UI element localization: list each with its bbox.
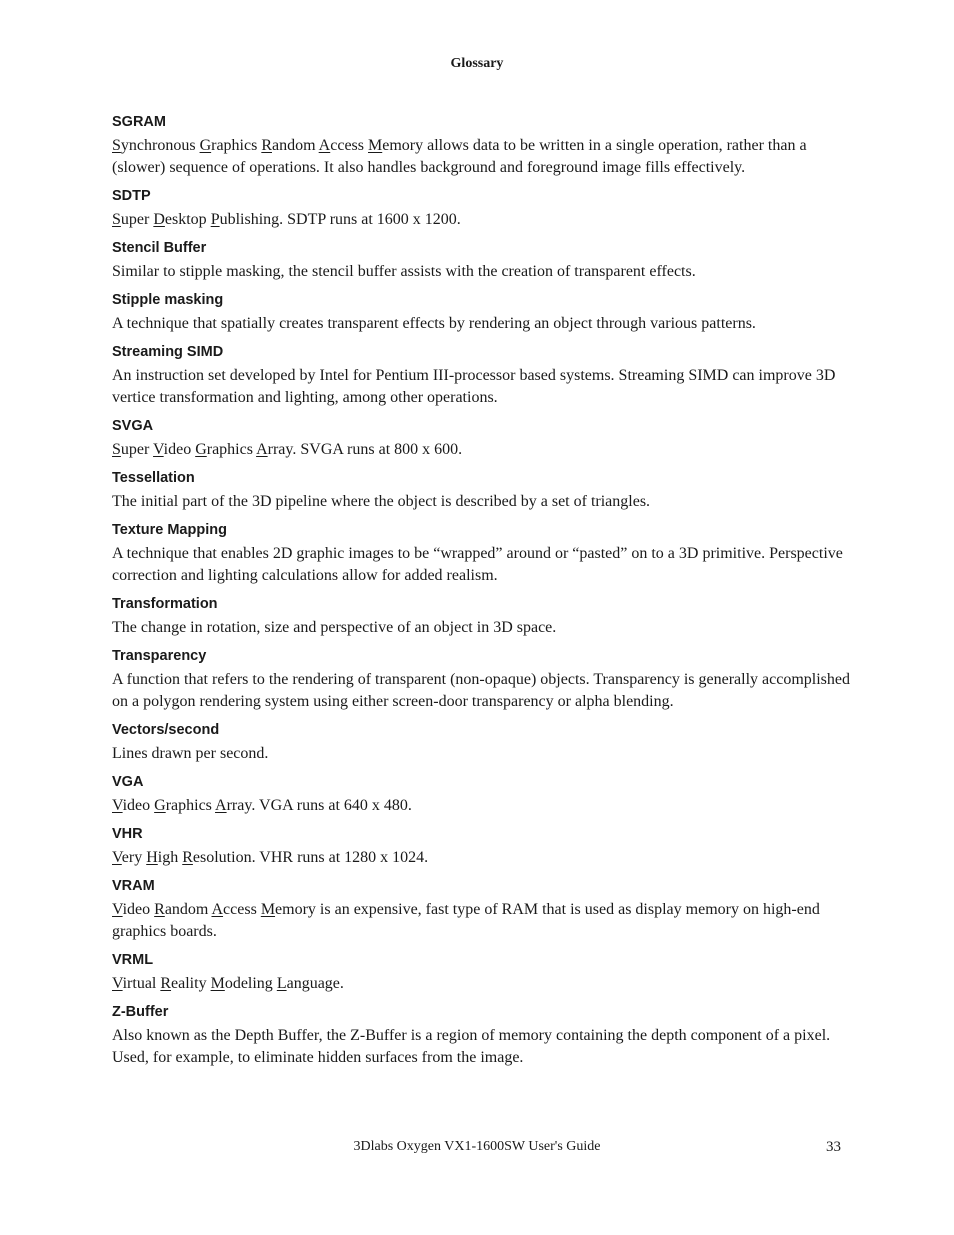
definition-text: The initial part of the 3D pipeline where the object is described by a set of triangles. xyxy=(112,493,651,510)
definition-text: ccess xyxy=(330,137,368,154)
glossary-term: Vectors/second xyxy=(112,722,220,738)
acronym-letter: H xyxy=(146,849,158,866)
footer-guide-title: 3Dlabs Oxygen VX1-1600SW User's Guide xyxy=(353,1139,601,1154)
glossary-entry xyxy=(112,770,852,817)
glossary-term: Transformation xyxy=(112,596,218,612)
glossary-definition xyxy=(112,543,852,587)
glossary-entry xyxy=(112,466,852,513)
definition-text: A function that refers to the rendering of transparent (non-opaque) objects. Transparency is generally accomplished on a polygon rendering system using either screen-door transparency or alpha blending. xyxy=(112,671,850,710)
definition-text: raphics xyxy=(211,137,262,154)
glossary-term: SDTP xyxy=(112,188,151,204)
glossary-definition xyxy=(112,847,852,869)
acronym-letter: A xyxy=(318,137,331,154)
glossary-term: Transparency xyxy=(112,648,207,664)
acronym-letter: V xyxy=(112,901,123,918)
glossary-entry xyxy=(112,1000,852,1069)
glossary-definition xyxy=(112,135,852,179)
definition-text: A technique that enables 2D graphic images to be “wrapped” around or “pasted” on to a 3D primitive. Perspective correction and lighting calculations allow for added realism. xyxy=(112,545,843,584)
glossary-definition xyxy=(112,617,852,639)
acronym-letter: R xyxy=(261,137,272,154)
definition-text: The change in rotation, size and perspective of an object in 3D space. xyxy=(112,619,557,636)
glossary-term: Stencil Buffer xyxy=(112,240,207,256)
glossary-definition xyxy=(112,209,852,231)
definition-text: Similar to stipple masking, the stencil buffer assists with the creation of transparent effects. xyxy=(112,263,696,280)
definition-text: rray. SVGA runs at 800 x 600. xyxy=(267,441,463,458)
glossary-definition xyxy=(112,1025,852,1069)
definition-text: emory allows data to be written in a single operation, rather than a (slower) sequence of operations. It also handles background and foreground image fills effectively. xyxy=(112,137,807,176)
acronym-letter: S xyxy=(112,211,121,228)
glossary-entry xyxy=(112,518,852,587)
glossary-definition xyxy=(112,365,852,409)
definition-text: ideo xyxy=(163,441,196,458)
acronym-letter: G xyxy=(195,441,207,458)
glossary-entry xyxy=(112,288,852,335)
acronym-letter: R xyxy=(182,849,193,866)
page-header: Glossary xyxy=(450,56,504,71)
acronym-letter: M xyxy=(260,901,276,918)
glossary-entry xyxy=(112,592,852,639)
acronym-letter: R xyxy=(154,901,165,918)
definition-text: ideo xyxy=(122,797,155,814)
acronym-letter: V xyxy=(112,975,123,992)
definition-text: raphics xyxy=(165,797,216,814)
glossary-definition xyxy=(112,795,852,817)
definition-text: igh xyxy=(157,849,183,866)
glossary-entry xyxy=(112,414,852,461)
glossary-term: Texture Mapping xyxy=(112,522,227,538)
definition-text: esolution. VHR runs at 1280 x 1024. xyxy=(192,849,429,866)
acronym-letter: G xyxy=(154,797,166,814)
definition-text: An instruction set developed by Intel for Pentium III-processor based systems. Streaming SIMD can improve 3D vertice transformation and lighting, among other operations. xyxy=(112,367,836,406)
glossary-term: VHR xyxy=(112,826,143,842)
glossary-definition xyxy=(112,491,852,513)
acronym-letter: A xyxy=(215,797,227,814)
glossary-term: VRML xyxy=(112,952,154,968)
acronym-letter: M xyxy=(368,137,383,154)
glossary-entry xyxy=(112,184,852,231)
glossary-term: VGA xyxy=(112,774,144,790)
acronym-letter: V xyxy=(112,797,123,814)
glossary-entry xyxy=(112,718,852,765)
definition-text: uper xyxy=(120,441,154,458)
glossary-definition xyxy=(112,261,852,283)
acronym-letter: R xyxy=(160,975,172,992)
definition-text: rray. VGA runs at 640 x 480. xyxy=(226,797,412,814)
definition-text: anguage. xyxy=(286,975,344,992)
glossary-list xyxy=(112,110,852,1074)
glossary-entry xyxy=(112,948,852,995)
acronym-letter: A xyxy=(211,901,224,918)
acronym-letter: S xyxy=(112,137,121,154)
acronym-letter: G xyxy=(199,137,212,154)
acronym-letter: V xyxy=(153,441,164,458)
definition-text: esktop xyxy=(164,211,211,228)
definition-text: A technique that spatially creates transparent effects by rendering an object through various patterns. xyxy=(112,315,756,332)
glossary-term: Streaming SIMD xyxy=(112,344,224,360)
glossary-term: Tessellation xyxy=(112,470,195,486)
acronym-letter: D xyxy=(153,211,165,228)
glossary-entry xyxy=(112,874,852,943)
glossary-entry xyxy=(112,236,852,283)
definition-text: ideo xyxy=(122,901,155,918)
glossary-definition xyxy=(112,973,852,995)
definition-text: odeling xyxy=(224,975,277,992)
acronym-letter: L xyxy=(276,975,287,992)
glossary-term: SGRAM xyxy=(112,114,166,130)
definition-text: uper xyxy=(120,211,154,228)
glossary-entry xyxy=(112,644,852,713)
definition-text: emory is an expensive, fast type of RAM that is used as display memory on high-end graphics boards. xyxy=(112,901,820,940)
glossary-definition xyxy=(112,669,852,713)
glossary-definition xyxy=(112,899,852,943)
definition-text: andom xyxy=(272,137,319,154)
glossary-term: VRAM xyxy=(112,878,155,894)
definition-text: ublishing. SDTP runs at 1600 x 1200. xyxy=(219,211,461,228)
acronym-letter: M xyxy=(210,975,225,992)
definition-text: andom xyxy=(164,901,212,918)
definition-text: raphics xyxy=(206,441,257,458)
definition-text: ynchronous xyxy=(120,137,200,154)
acronym-letter: P xyxy=(210,211,220,228)
glossary-entry xyxy=(112,110,852,179)
definition-text: Also known as the Depth Buffer, the Z-Buffer is a region of memory containing the depth component of a pixel. Used, for example, to eliminate hidden surfaces from the image. xyxy=(112,1027,831,1066)
glossary-term: Stipple masking xyxy=(112,292,224,308)
glossary-definition xyxy=(112,743,852,765)
glossary-definition xyxy=(112,439,852,461)
acronym-letter: S xyxy=(112,441,121,458)
acronym-letter: V xyxy=(112,849,122,866)
acronym-letter: A xyxy=(256,441,268,458)
glossary-entry xyxy=(112,340,852,409)
glossary-entry xyxy=(112,822,852,869)
glossary-term: Z-Buffer xyxy=(112,1004,169,1020)
definition-text: eality xyxy=(171,975,211,992)
definition-text: ccess xyxy=(223,901,261,918)
glossary-term: SVGA xyxy=(112,418,154,434)
definition-text: Lines drawn per second. xyxy=(112,745,269,762)
definition-text: irtual xyxy=(122,975,161,992)
definition-text: ery xyxy=(121,849,147,866)
glossary-definition xyxy=(112,313,852,335)
page-number: 33 xyxy=(826,1139,841,1155)
